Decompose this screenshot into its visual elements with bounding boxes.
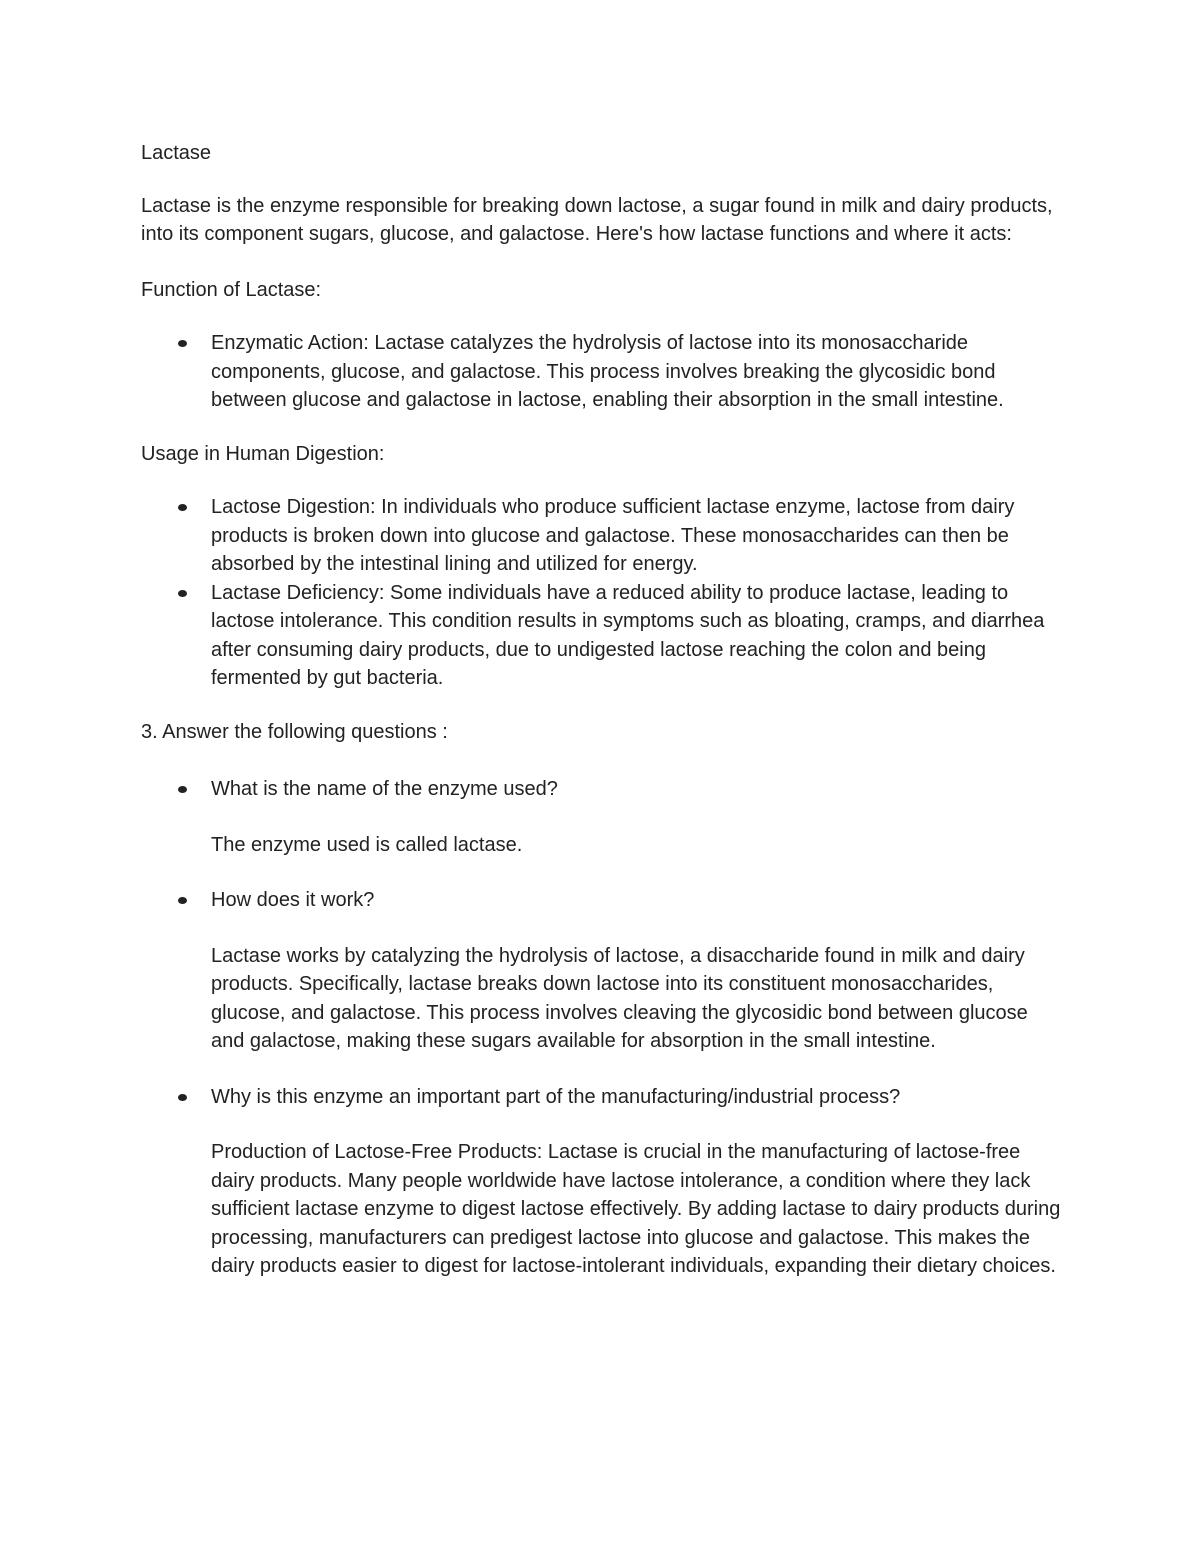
qa-item-how-it-works	[141, 886, 1066, 1056]
function-heading: Function of Lactase:	[141, 278, 322, 301]
questions-heading: 3. Answer the following questions :	[141, 720, 448, 743]
usage-heading: Usage in Human Digestion:	[141, 442, 385, 465]
list-item-text: Lactase Deficiency: Some individuals have a reduced ability to produce lactase, leading to lactose intolerance. This condition results in symptoms such as bloating, cramps, and diarrhea after consuming dairy products, due to undigested lactose reaching the colon and being fermented by gut bacteria.	[211, 581, 1045, 689]
bullet-icon	[178, 504, 187, 511]
qa-item-enzyme-name	[141, 775, 1066, 859]
list-item-text: Lactose Digestion: In individuals who produce sufficient lactase enzyme, lactose from dairy products is broken down into glucose and galactose. These monosaccharides can then be absorbed by the intestinal lining and utilized for energy.	[211, 496, 1015, 575]
document-title: Lactase	[141, 142, 212, 164]
bullet-icon	[178, 340, 187, 347]
qa-item-industrial-importance	[141, 1083, 1066, 1281]
function-list	[141, 329, 1066, 415]
bullet-icon	[178, 897, 187, 904]
question-text: How does it work?	[211, 889, 375, 911]
answer-text: Production of Lactose-Free Products: Lactase is crucial in the manufacturing of lactose-free dairy products. Many people worldwide have lactose intolerance, a condition where they lack sufficient lactase enzyme to digest lactose effectively. By adding lactase to dairy products during processing, manufacturers can predigest lactose into glucose and galactose. This makes the dairy products easier to digest for lactose-intolerant individuals, expanding their dietary choices.	[211, 1141, 1061, 1277]
list-item	[141, 493, 1066, 579]
list-item	[141, 579, 1066, 693]
bullet-icon	[178, 786, 187, 793]
answer-text: The enzyme used is called lactase.	[211, 833, 523, 856]
document-page	[141, 139, 1066, 1308]
question-text: What is the name of the enzyme used?	[211, 778, 558, 800]
answer-text: Lactase works by catalyzing the hydrolysis of lactose, a disaccharide found in milk and dairy products. Specifically, lactase breaks down lactose into its constituent monosaccharides, glucose, and galactose. This process involves cleaving the glycosidic bond between glucose and galactose, making these sugars available for absorption in the small intestine.	[211, 944, 1028, 1052]
bullet-icon	[178, 590, 187, 597]
intro-paragraph: Lactase is the enzyme responsible for breaking down lactose, a sugar found in milk and dairy products, into its component sugars, glucose, and galactose. Here's how lactase functions and where it acts:	[141, 194, 1053, 245]
bullet-icon	[178, 1094, 187, 1101]
question-text: Why is this enzyme an important part of the manufacturing/industrial process?	[211, 1085, 901, 1108]
usage-list	[141, 493, 1066, 693]
list-item-text: Enzymatic Action: Lactase catalyzes the hydrolysis of lactose into its monosaccharide components, glucose, and galactose. This process involves breaking the glycosidic bond between glucose and galactose in lactose, enabling their absorption in the small intestine.	[211, 332, 1004, 411]
list-item	[141, 329, 1066, 415]
